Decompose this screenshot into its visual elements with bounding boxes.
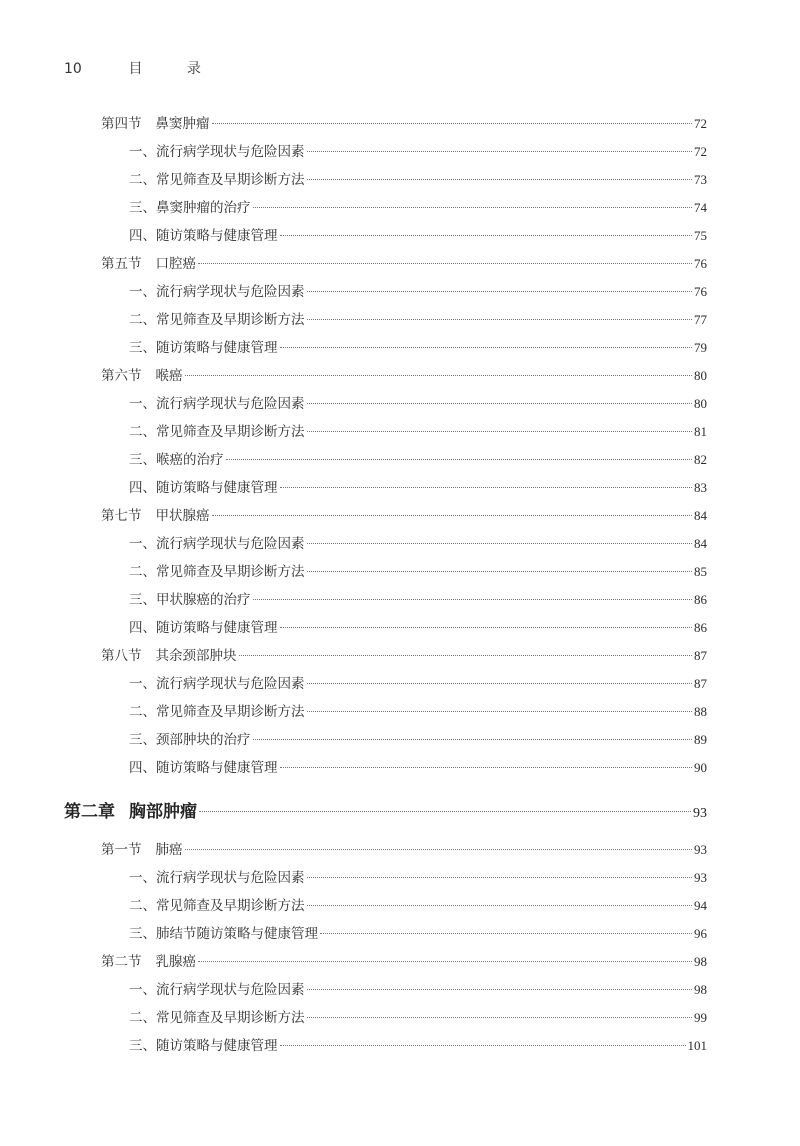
toc-entry-number: 第二章 xyxy=(64,802,115,822)
toc-entry-number: 二、 xyxy=(129,312,156,328)
toc-entry-number: 四、 xyxy=(129,760,156,776)
running-header xyxy=(64,58,221,78)
toc-entry-title: 肺结节随访策略与健康管理 xyxy=(156,926,318,942)
toc-entry-title: 常见筛查及早期诊断方法 xyxy=(156,704,305,720)
toc-page-number: 93 xyxy=(694,842,707,857)
toc-page-number: 85 xyxy=(694,564,707,579)
dot-leader xyxy=(307,319,693,320)
dot-leader xyxy=(307,431,693,432)
toc-page-number: 93 xyxy=(694,870,707,885)
toc-page-number: 101 xyxy=(687,1038,707,1053)
toc-entry-title: 常见筛查及早期诊断方法 xyxy=(156,424,305,440)
toc-page-number: 73 xyxy=(694,172,707,187)
toc-subsection[interactable] xyxy=(0,334,800,362)
toc-subsection[interactable] xyxy=(0,1004,800,1032)
dot-leader xyxy=(212,123,693,124)
toc-page-number: 88 xyxy=(694,704,707,719)
toc-entry-title: 流行病学现状与危险因素 xyxy=(156,144,305,160)
toc-entry-number: 三、 xyxy=(129,200,156,216)
toc-entry-title: 常见筛查及早期诊断方法 xyxy=(156,172,305,188)
toc-subsection[interactable] xyxy=(0,530,800,558)
toc-subsection[interactable] xyxy=(0,278,800,306)
toc-entry-title: 随访策略与健康管理 xyxy=(156,760,278,776)
toc-entry-title: 流行病学现状与危险因素 xyxy=(156,676,305,692)
toc-entry-title: 颈部肿块的治疗 xyxy=(156,732,251,748)
toc-page-number: 82 xyxy=(694,452,707,467)
toc-entry-number: 一、 xyxy=(129,284,156,300)
toc-subsection[interactable] xyxy=(0,390,800,418)
toc-page-number: 76 xyxy=(694,284,707,299)
toc-entry-title: 肺癌 xyxy=(155,842,183,858)
toc-entry-number: 三、 xyxy=(129,592,156,608)
toc-subsection[interactable] xyxy=(0,892,800,920)
toc-entry-title: 鼻窦肿瘤的治疗 xyxy=(156,200,251,216)
toc-section[interactable] xyxy=(0,502,800,530)
toc-entry-title: 流行病学现状与危险因素 xyxy=(156,870,305,886)
toc-entry-title: 随访策略与健康管理 xyxy=(156,340,278,356)
toc-entry-number: 二、 xyxy=(129,424,156,440)
toc-page-number: 79 xyxy=(694,340,707,355)
toc-entry-title: 喉癌的治疗 xyxy=(156,452,224,468)
toc-entry-title: 常见筛查及早期诊断方法 xyxy=(156,312,305,328)
dot-leader xyxy=(280,1045,686,1046)
toc-entry-number: 三、 xyxy=(129,340,156,356)
dot-leader xyxy=(307,1017,693,1018)
toc-entry-number: 一、 xyxy=(129,982,156,998)
dot-leader xyxy=(280,767,693,768)
toc-entry-number: 一、 xyxy=(129,396,156,412)
toc-entry-title: 流行病学现状与危险因素 xyxy=(156,536,305,552)
toc-entry-title: 随访策略与健康管理 xyxy=(156,228,278,244)
dot-leader xyxy=(307,151,693,152)
toc-page-number: 83 xyxy=(694,480,707,495)
toc-subsection[interactable] xyxy=(0,1032,800,1060)
dot-leader xyxy=(253,207,693,208)
toc-page-number: 86 xyxy=(694,620,707,635)
toc-subsection[interactable] xyxy=(0,138,800,166)
toc-entry-title: 喉癌 xyxy=(155,368,183,384)
toc-page-number: 84 xyxy=(694,508,707,523)
toc-entry-number: 第四节 xyxy=(101,116,142,132)
page-number: 10 xyxy=(64,61,82,77)
dot-leader xyxy=(280,347,693,348)
toc-entry-number: 第二节 xyxy=(101,954,142,970)
toc-entry-title: 流行病学现状与危险因素 xyxy=(156,284,305,300)
toc-entry-number: 一、 xyxy=(129,870,156,886)
toc-subsection[interactable] xyxy=(0,754,800,782)
dot-leader xyxy=(307,683,693,684)
toc-entry-title: 胸部肿瘤 xyxy=(129,802,197,822)
toc-entry-title: 鼻窦肿瘤 xyxy=(155,116,210,132)
dot-leader xyxy=(307,179,693,180)
dot-leader xyxy=(307,989,693,990)
toc-entry-number: 第六节 xyxy=(101,368,142,384)
dot-leader xyxy=(307,711,693,712)
toc-subsection[interactable] xyxy=(0,864,800,892)
toc-entry-title: 随访策略与健康管理 xyxy=(156,480,278,496)
toc-subsection[interactable] xyxy=(0,222,800,250)
toc-entry-number: 三、 xyxy=(129,732,156,748)
toc-entry-number: 二、 xyxy=(129,898,156,914)
toc-section[interactable] xyxy=(0,836,800,864)
dot-leader xyxy=(307,877,693,878)
toc-subsection[interactable] xyxy=(0,698,800,726)
toc-subsection[interactable] xyxy=(0,586,800,614)
toc-entry-number: 一、 xyxy=(129,144,156,160)
dot-leader xyxy=(198,263,692,264)
dot-leader xyxy=(280,235,693,236)
toc-subsection[interactable] xyxy=(0,446,800,474)
dot-leader xyxy=(226,459,693,460)
toc-entry-title: 口腔癌 xyxy=(155,256,196,272)
toc-subsection[interactable] xyxy=(0,418,800,446)
toc-section[interactable] xyxy=(0,110,800,138)
toc-section[interactable] xyxy=(0,362,800,390)
table-of-contents xyxy=(0,110,800,1060)
toc-entry-title: 常见筛查及早期诊断方法 xyxy=(156,1010,305,1026)
toc-entry-title: 常见筛查及早期诊断方法 xyxy=(156,898,305,914)
toc-page-number: 99 xyxy=(694,1010,707,1025)
toc-entry-number: 二、 xyxy=(129,1010,156,1026)
toc-entry-number: 四、 xyxy=(129,620,156,636)
dot-leader xyxy=(185,375,693,376)
toc-entry-title: 其余颈部肿块 xyxy=(155,648,237,664)
dot-leader xyxy=(239,655,693,656)
toc-entry-number: 二、 xyxy=(129,172,156,188)
toc-page-number: 76 xyxy=(694,256,707,271)
toc-page-number: 77 xyxy=(694,312,707,327)
toc-entry-number: 三、 xyxy=(129,452,156,468)
dot-leader xyxy=(320,933,692,934)
dot-leader xyxy=(253,739,693,740)
toc-subsection[interactable] xyxy=(0,976,800,1004)
toc-page-number: 87 xyxy=(694,676,707,691)
toc-page-number: 80 xyxy=(694,396,707,411)
toc-entry-title: 随访策略与健康管理 xyxy=(156,620,278,636)
toc-subsection[interactable] xyxy=(0,474,800,502)
toc-subsection[interactable] xyxy=(0,920,800,948)
toc-page-number: 72 xyxy=(694,144,707,159)
toc-page-number: 98 xyxy=(694,982,707,997)
dot-leader xyxy=(253,599,693,600)
toc-chapter[interactable] xyxy=(0,796,800,828)
toc-page-number: 81 xyxy=(694,424,707,439)
toc-subsection[interactable] xyxy=(0,194,800,222)
dot-leader xyxy=(307,571,693,572)
dot-leader xyxy=(185,849,693,850)
toc-entry-title: 随访策略与健康管理 xyxy=(156,1038,278,1054)
toc-page-number: 87 xyxy=(694,648,707,663)
toc-page-number: 86 xyxy=(694,592,707,607)
toc-entry-number: 三、 xyxy=(129,926,156,942)
toc-page-number: 96 xyxy=(694,926,707,941)
toc-page-number: 93 xyxy=(693,806,707,821)
dot-leader xyxy=(199,811,691,812)
toc-page-number: 72 xyxy=(694,116,707,131)
dot-leader xyxy=(198,961,692,962)
toc-page-number: 98 xyxy=(694,954,707,969)
toc-entry-number: 三、 xyxy=(129,1038,156,1054)
toc-page-number: 89 xyxy=(694,732,707,747)
toc-page-number: 84 xyxy=(694,536,707,551)
toc-entry-number: 第七节 xyxy=(101,508,142,524)
dot-leader xyxy=(307,291,693,292)
toc-entry-number: 第八节 xyxy=(101,648,142,664)
toc-page-number: 94 xyxy=(694,898,707,913)
toc-entry-number: 第一节 xyxy=(101,842,142,858)
toc-subsection[interactable] xyxy=(0,166,800,194)
toc-section[interactable] xyxy=(0,642,800,670)
toc-subsection[interactable] xyxy=(0,726,800,754)
toc-subsection[interactable] xyxy=(0,306,800,334)
toc-page-number: 75 xyxy=(694,228,707,243)
dot-leader xyxy=(280,627,693,628)
toc-subsection[interactable] xyxy=(0,670,800,698)
dot-leader xyxy=(307,543,693,544)
toc-entry-number: 二、 xyxy=(129,704,156,720)
dot-leader xyxy=(307,905,693,906)
toc-entry-title: 乳腺癌 xyxy=(155,954,196,970)
toc-entry-title: 常见筛查及早期诊断方法 xyxy=(156,564,305,580)
toc-page-number: 74 xyxy=(694,200,707,215)
toc-subsection[interactable] xyxy=(0,614,800,642)
toc-entry-title: 流行病学现状与危险因素 xyxy=(156,396,305,412)
toc-entry-number: 一、 xyxy=(129,536,156,552)
toc-entry-number: 一、 xyxy=(129,676,156,692)
dot-leader xyxy=(212,515,693,516)
dot-leader xyxy=(280,487,693,488)
toc-entry-title: 甲状腺癌 xyxy=(155,508,210,524)
toc-page-number: 80 xyxy=(694,368,707,383)
toc-section[interactable] xyxy=(0,250,800,278)
toc-entry-title: 流行病学现状与危险因素 xyxy=(156,982,305,998)
header-title: 目 录 xyxy=(128,61,221,77)
toc-page-number: 90 xyxy=(694,760,707,775)
toc-entry-number: 四、 xyxy=(129,480,156,496)
toc-subsection[interactable] xyxy=(0,558,800,586)
toc-entry-number: 四、 xyxy=(129,228,156,244)
toc-section[interactable] xyxy=(0,948,800,976)
toc-entry-number: 二、 xyxy=(129,564,156,580)
dot-leader xyxy=(307,403,693,404)
toc-entry-number: 第五节 xyxy=(101,256,142,272)
toc-entry-title: 甲状腺癌的治疗 xyxy=(156,592,251,608)
